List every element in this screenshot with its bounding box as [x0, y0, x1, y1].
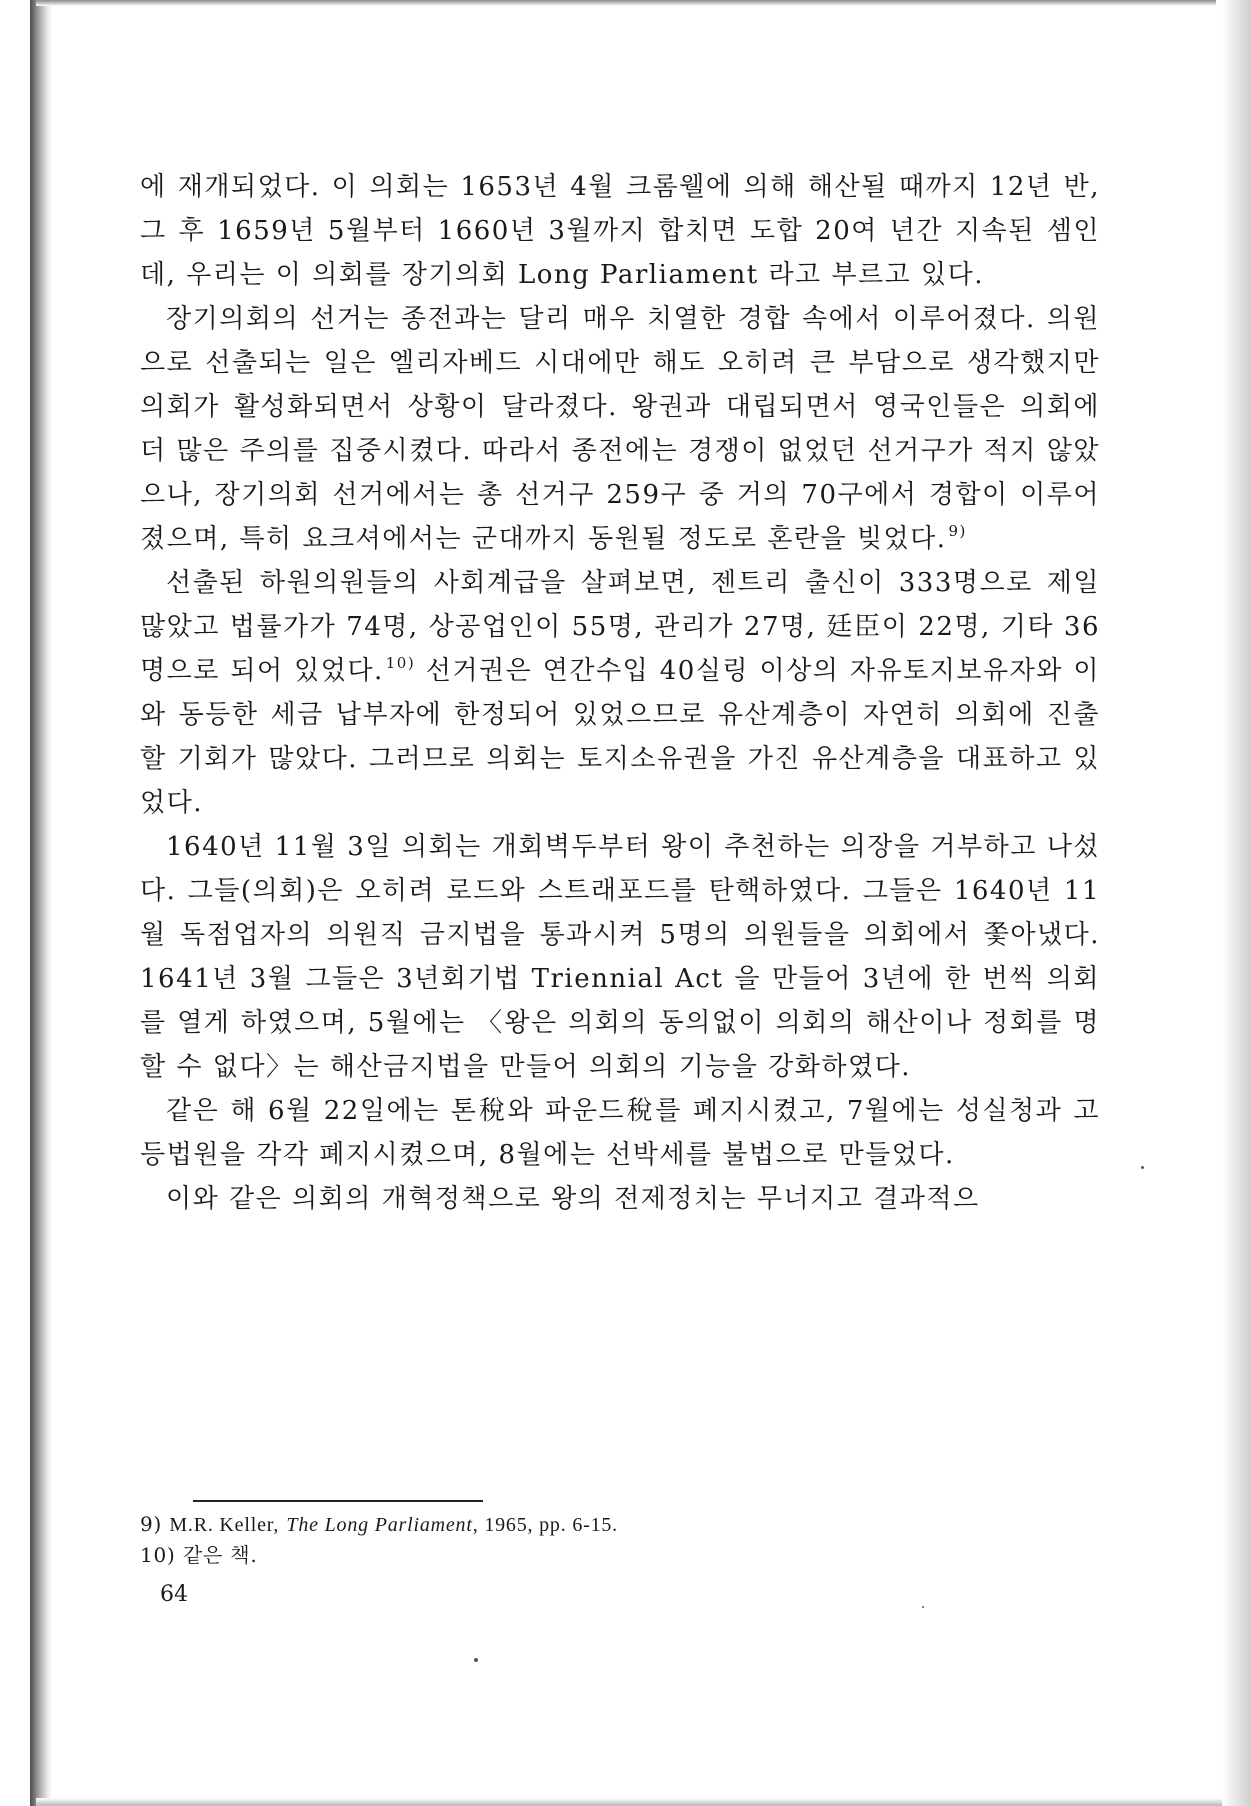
footnotes: [140, 1509, 1040, 1570]
book-spine-shadow: [30, 0, 52, 1806]
footnote-text: 같은 책.: [182, 1543, 258, 1567]
page-right-edge: [1222, 0, 1251, 1806]
paragraph-text: 이와 같은 의회의 개혁정책으로 왕의 전제정치는 무너지고 결과적으: [166, 1184, 980, 1214]
footnote-number: 9): [140, 1512, 163, 1536]
paragraph-text: 1640년 11월 3일 의회는 개회벽두부터 왕이 추천하는 의장을 거부하고 나섰다. 그들(의회)은 오히려 로드와 스트래포드를 탄핵하였다. 그들은 1640년 11월 독점업자의 의원직 금지법을 통과시켜 5명의 의원들을 의회에서 쫓아냈다. 1641년 3월 그들은 3년회기법 Triennial Act 을 만들어 3년에 한 번씩 의회를 열게 하였으며, 5월에는 〈왕은 의회의 동의없이 의회의 해산이나 정회를 명할 수 없다〉는 해산금지법을 만들어 의회의 기능을 강화하였다.: [140, 832, 1100, 1082]
page-bottom-edge: [36, 1798, 1222, 1806]
body-text: [140, 165, 1100, 1221]
paragraph-text: 장기의회의 선거는 종전과는 달리 매우 치열한 경합 속에서 이루어졌다. 의원으로 선출되는 일은 엘리자베드 시대에만 해도 오히려 큰 부담으로 생각했지만 의회가 활성화되면서 상황이 달라졌다. 왕권과 대립되면서 영국인들은 의회에 더 많은 주의를 집중시켰다. 따라서 종전에는 경쟁이 없었던 선거구가 적지 않았으나, 장기의회 선거에서는 총 선거구 259구 중 거의 70구에서 경합이 이루어졌으며, 특히 요크셔에서는 군대까지 동원될 정도로 혼란을 빚었다.: [140, 304, 1100, 554]
paragraph: [140, 1089, 1100, 1177]
footnote-ref: 9): [948, 522, 967, 540]
scan-speck: [922, 1606, 924, 1608]
paragraph: [140, 165, 1100, 297]
footnote-number: 10): [140, 1543, 176, 1567]
footnote-author: M.R. Keller,: [169, 1514, 280, 1536]
paragraph-text: 에 재개되었다. 이 의회는 1653년 4월 크롬웰에 의해 해산될 때까지 12년 반, 그 후 1659년 5월부터 1660년 3월까지 합치면 도합 20여 년간 지속된 셈인데, 우리는 이 의회를 장기의회 Long Parliament 라고 부르고 있다.: [140, 172, 1100, 290]
paragraph-text: 선출된 하원의원들의 사회계급을 살펴보면, 젠트리 출신이 333명으로 제일 많았고 법률가가 74명, 상공업인이 55명, 관리가 27명, 廷臣이 22명, 기타 36명으로 되어 있었다.: [140, 568, 1100, 686]
footnote-divider: [193, 1500, 483, 1502]
paragraph: [140, 825, 1100, 1089]
scan-speck: [474, 1658, 478, 1662]
page-top-edge: [36, 0, 1216, 6]
page-number: 64: [160, 1582, 188, 1607]
paragraph-text: 같은 해 6월 22일에는 톤稅와 파운드稅를 폐지시켰고, 7월에는 성실청과 고등법원을 각각 폐지시켰으며, 8월에는 선박세를 불법으로 만들었다.: [140, 1096, 1100, 1170]
paragraph: [140, 297, 1100, 561]
paragraph: [140, 1177, 1100, 1221]
paragraph-text: 선거권은 연간수입 40실링 이상의 자유토지보유자와 이와 동등한 세금 납부자에 한정되어 있었으므로 유산계층이 자연히 의회에 진출할 기회가 많았다. 그러므로 의회는 토지소유권을 가진 유산계층을 대표하고 있었다.: [140, 656, 1100, 818]
footnote-item: [140, 1509, 1040, 1540]
footnote-ref: 10): [385, 654, 416, 672]
footnote-title: The Long Parliament: [286, 1514, 473, 1536]
footnote-item: [140, 1540, 1040, 1570]
scan-speck: [1141, 1166, 1144, 1169]
footnote-details: , 1965, pp. 6-15.: [472, 1514, 618, 1536]
paragraph: [140, 561, 1100, 825]
